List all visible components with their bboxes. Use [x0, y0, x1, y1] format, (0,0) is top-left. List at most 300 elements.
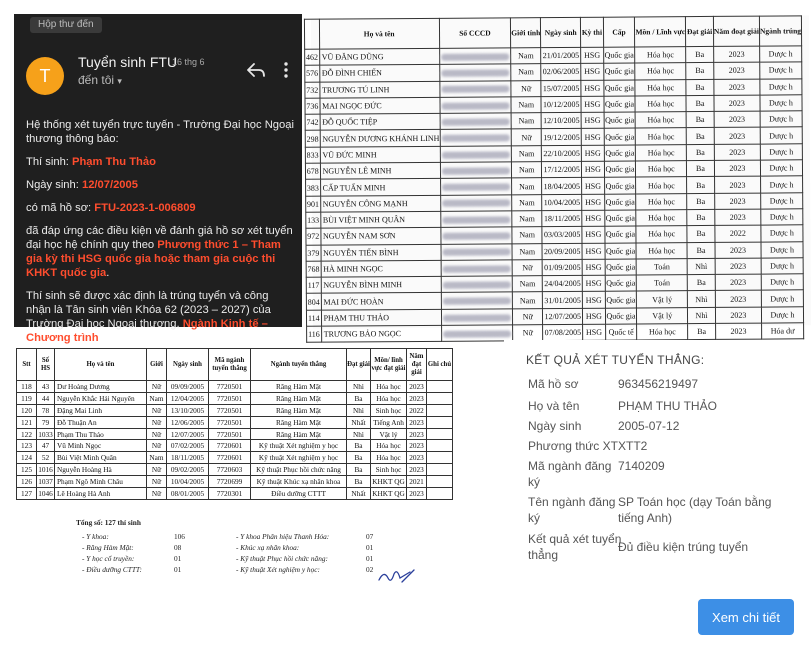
table-cell: 2023 — [715, 274, 761, 291]
table-cell — [427, 381, 453, 393]
table-cell: 10/12/2005 — [541, 96, 581, 113]
table-cell: 31/01/2005 — [543, 292, 583, 309]
table-cell: 18/11/2005 — [542, 210, 582, 227]
column-header: Ngày sinh — [541, 17, 581, 47]
table-cell: Nhất — [347, 488, 371, 500]
table-cell: Dược h — [760, 95, 802, 112]
summary-count: 07 — [366, 532, 374, 541]
table-cell: Hóa học — [636, 210, 687, 227]
summary-count: 106 — [174, 532, 185, 541]
method-highlight: Phương thức 1 – Tham gia kỳ thi HSG quốc gia hoặc tham gia cuộc thi KHKT quốc gia — [26, 239, 281, 279]
dob-value: 12/07/2005 — [81, 179, 138, 191]
table-cell: Hóa học — [636, 112, 687, 129]
table-cell: Dược h — [761, 192, 803, 209]
table-row — [17, 476, 453, 488]
code-line — [26, 201, 294, 215]
table-cell: Dược h — [761, 241, 803, 258]
table-cell: NGUYỄN LÊ MINH — [320, 162, 440, 179]
table-cell: 2023 — [715, 193, 761, 210]
table-cell: Dược h — [761, 209, 803, 226]
inbox-label-chip[interactable]: Hộp thư đến — [30, 17, 102, 33]
table-cell: Nữ — [147, 428, 167, 440]
table-cell: Toán — [637, 258, 688, 275]
table-cell: HSG — [582, 161, 605, 177]
column-header: Stt — [17, 349, 37, 381]
table-cell — [427, 428, 453, 440]
table-cell: Quốc gia — [604, 112, 636, 129]
table-cell: 1037 — [38, 477, 53, 487]
table-cell: 2023 — [715, 258, 761, 275]
column-header: Ghi chú — [427, 349, 453, 381]
column-header: Ngành trúng — [759, 16, 801, 46]
table-cell: Hóa học — [636, 128, 687, 145]
table-cell: Quốc gia — [604, 96, 636, 113]
table-cell: Dược h — [760, 62, 802, 79]
table-cell: 117 — [306, 277, 321, 293]
table-cell: 43 — [37, 381, 55, 393]
table-cell: Hóa học — [371, 381, 407, 393]
table-cell: 383 — [306, 180, 321, 196]
table-cell: 2023 — [715, 209, 761, 226]
table-cell: 10/04/2005 — [167, 476, 209, 488]
table-body — [17, 381, 453, 500]
redaction-blur — [441, 86, 509, 93]
table-cell: Hóa học — [636, 226, 687, 243]
table-cell: Nữ — [147, 416, 167, 428]
table-cell: 78 — [37, 404, 55, 416]
redacted-id-cell — [441, 309, 513, 326]
table-cell: HSG — [582, 226, 605, 242]
table-cell: Hóa học — [371, 440, 407, 452]
table-cell: Nam — [512, 194, 542, 211]
table-cell: HSG — [581, 63, 604, 79]
table-row — [17, 464, 453, 476]
table-cell: HSG — [582, 243, 605, 259]
table-cell: Ba — [686, 144, 714, 160]
table-cell: NGUYỄN CÔNG MẠNH — [320, 195, 440, 212]
table-cell: Quốc gia — [604, 161, 636, 178]
table-cell: 1016 — [38, 465, 53, 475]
table-cell: 12/10/2005 — [541, 113, 581, 130]
summary-count: 01 — [174, 565, 182, 574]
table-cell: 7720501 — [209, 381, 251, 393]
table-cell: Nam — [512, 145, 542, 162]
redaction-blur — [443, 330, 511, 337]
table-cell: 2023 — [407, 416, 427, 428]
column-header: Cấp — [603, 17, 635, 47]
summary-count: 01 — [174, 554, 182, 563]
table-cell: NGUYỄN DƯƠNG KHÁNH LINH — [320, 130, 440, 147]
table-cell — [427, 392, 453, 404]
table-cell: Vật lý — [637, 291, 688, 308]
email-intro: Hệ thống xét tuyển trực tuyến - Trường Đại học Ngoại thương thông báo: — [26, 119, 294, 145]
recipient-text: đến tôi — [78, 73, 115, 87]
table-cell: Phạm Ngô Minh Châu — [55, 476, 147, 488]
chevron-down-icon: ▾ — [117, 76, 122, 86]
table-cell: Nữ — [147, 476, 167, 488]
table-cell: MAI ĐỨC HOÀN — [321, 293, 441, 310]
redacted-id-cell — [440, 80, 512, 97]
table-cell: Ba — [686, 46, 714, 62]
table-cell: 118 — [17, 381, 37, 393]
table-cell: Nhất — [347, 416, 371, 428]
table-cell: HSG — [582, 210, 605, 226]
table-cell: 732 — [305, 82, 320, 98]
table-cell: Ba — [687, 161, 715, 177]
table-cell: 576 — [305, 65, 320, 81]
scanned-list-bottom — [14, 346, 488, 586]
table-cell: 133 — [306, 212, 321, 228]
table-cell: Quốc gia — [603, 47, 635, 64]
result-label: Tên ngành đăng ký — [528, 495, 616, 525]
table-cell: TRƯƠNG TÚ LINH — [319, 81, 439, 98]
table-cell: 03/03/2005 — [542, 227, 582, 244]
table-cell: Quốc gia — [605, 259, 637, 276]
table-cell: Kỹ thuật Xét nghiệm y học — [251, 440, 347, 452]
redaction-blur — [442, 118, 510, 125]
email-panel — [14, 14, 302, 344]
redaction-blur — [442, 135, 510, 142]
redacted-id-cell — [440, 97, 512, 114]
redacted-id-cell — [441, 292, 513, 309]
column-header: Số HS — [37, 349, 55, 381]
reply-icon[interactable] — [246, 61, 266, 79]
column-header: Họ và tên — [55, 349, 147, 381]
table-cell: Nam — [511, 113, 541, 130]
table-cell: 121 — [17, 416, 37, 428]
table-cell: Nữ — [513, 325, 543, 342]
table-cell: 19/12/2005 — [541, 129, 581, 146]
table-cell: 2021 — [407, 476, 427, 488]
table-cell: Răng Hàm Mặt — [251, 392, 347, 404]
column-header: Đạt giải — [686, 16, 714, 46]
table-cell: Nam — [512, 243, 542, 260]
table-cell: Điều dưỡng CTTT — [251, 488, 347, 500]
table-body — [305, 46, 804, 343]
table-cell: ĐỖ QUỐC TIỆP — [320, 114, 440, 131]
redacted-id-cell — [441, 260, 513, 277]
candidate-name: Phạm Thu Thảo — [72, 156, 156, 168]
redaction-blur — [442, 151, 510, 158]
table-cell: 09/02/2005 — [167, 464, 209, 476]
table-cell: 126 — [17, 476, 37, 488]
table-cell: Hóa học — [635, 47, 686, 64]
redaction-blur — [442, 216, 510, 223]
table-cell: 7720603 — [209, 464, 251, 476]
redaction-blur — [441, 69, 509, 76]
table-cell: HSG — [581, 80, 604, 96]
table-cell: Hóa học — [371, 392, 407, 404]
table-cell: Ba — [347, 476, 371, 488]
table-row — [17, 428, 453, 440]
table-cell: Bùi Việt Minh Quân — [55, 452, 147, 464]
table-cell: 1046 — [38, 488, 53, 498]
redaction-blur — [443, 298, 511, 305]
redaction-blur — [442, 232, 510, 239]
admission-major: Ngành Kinh tế – Chương trình — [26, 318, 268, 344]
table-cell: HSG — [583, 324, 606, 340]
table-cell: Vật lý — [637, 307, 688, 324]
table-cell: Dược h — [761, 258, 803, 275]
redacted-id-cell — [441, 276, 513, 293]
more-vert-icon[interactable] — [276, 61, 296, 79]
table-cell: Hóa dư — [761, 323, 803, 340]
table-cell: Quốc tế — [605, 324, 637, 341]
table-cell: Nam — [512, 178, 542, 195]
table-cell: 2023 — [714, 62, 760, 79]
code-value: FTU-2023-1-006809 — [94, 202, 196, 214]
table-cell: Răng Hàm Mặt — [251, 381, 347, 393]
sender-avatar[interactable]: T — [26, 57, 64, 95]
table-cell: 2023 — [407, 464, 427, 476]
table-cell: ĐỖ ĐÌNH CHIẾN — [319, 65, 439, 82]
table-cell: HSG — [582, 178, 605, 194]
table-cell: 10/04/2005 — [542, 194, 582, 211]
table-cell: Nam — [512, 211, 542, 228]
table-cell: 13/10/2005 — [167, 404, 209, 416]
table-cell: 2023 — [714, 79, 760, 96]
column-header: Môn/ lĩnh vực đạt giải — [371, 349, 407, 381]
table-cell — [427, 452, 453, 464]
table-cell: 742 — [305, 114, 320, 130]
summary-label: - Răng Hàm Mặt: — [82, 543, 134, 552]
table-cell: Dược h — [761, 225, 803, 242]
table-cell: 122 — [17, 428, 37, 440]
table-cell: 119 — [17, 392, 37, 404]
table-cell: Kỹ thuật Xét nghiệm y học — [251, 452, 347, 464]
table-cell: HSG — [581, 96, 604, 112]
table-cell: Dư Hoàng Dương — [55, 381, 147, 393]
table-cell: 12/06/2005 — [167, 416, 209, 428]
table-cell: 18/04/2005 — [542, 178, 582, 195]
table-cell: 01/09/2005 — [542, 259, 582, 276]
table-cell: Nữ — [147, 381, 167, 393]
table-cell: 2023 — [714, 128, 760, 145]
table-cell: 1033 — [38, 429, 53, 439]
table-cell: Nhì — [347, 381, 371, 393]
table-cell: Vật lý — [371, 428, 407, 440]
table-cell: 08/01/2005 — [167, 488, 209, 500]
summary-label: - Khúc xạ nhãn khoa: — [236, 543, 300, 552]
table-cell: HSG — [582, 259, 605, 275]
table-cell: Ba — [347, 392, 371, 404]
table-cell: HSG — [583, 292, 606, 308]
result-title: KẾT QUẢ XÉT TUYỂN THẲNG: — [526, 353, 705, 367]
table-row — [17, 416, 453, 428]
summary-label: - Điều dưỡng CTTT: — [82, 565, 142, 574]
redaction-blur — [442, 249, 510, 256]
table-cell: Nữ — [147, 464, 167, 476]
summary-label: - Y khoa Phân hiệu Thanh Hóa: — [236, 532, 330, 541]
table-cell: 17/12/2005 — [542, 161, 582, 178]
redaction-blur — [442, 200, 510, 207]
table-cell: Đỗ Thuận An — [55, 416, 147, 428]
method-paragraph — [26, 224, 294, 280]
dob-line — [26, 178, 294, 192]
table-cell: 124 — [17, 452, 37, 464]
table-cell: Vũ Minh Ngọc — [55, 440, 147, 452]
view-details-button[interactable]: Xem chi tiết — [698, 599, 794, 635]
table-cell: 7720601 — [209, 452, 251, 464]
table-cell: 2023 — [715, 242, 761, 259]
result-card — [504, 340, 800, 574]
table-cell: Dược h — [760, 46, 802, 63]
column-header: Ngành tuyển thẳng — [251, 349, 347, 381]
table-cell: 2023 — [714, 160, 760, 177]
table-cell: Nhì — [687, 258, 715, 274]
table-cell: Ba — [686, 79, 714, 95]
column-header: Mã ngành tuyển thẳng — [209, 349, 251, 381]
column-header: Kỳ thi — [581, 17, 604, 47]
table-cell: HSG — [582, 145, 605, 161]
table-cell: Nam — [512, 276, 542, 293]
redaction-blur — [443, 314, 511, 321]
table-cell: 462 — [305, 49, 320, 65]
table-cell: Dược h — [760, 144, 802, 161]
award-table-bottom — [16, 348, 453, 500]
summary-count: 08 — [174, 543, 182, 552]
redacted-id-cell — [441, 325, 513, 342]
table-cell: Hóa học — [637, 324, 688, 341]
table-row — [17, 488, 453, 500]
table-cell: 12/04/2005 — [167, 392, 209, 404]
table-cell: 2023 — [714, 144, 760, 161]
email-body — [26, 118, 294, 354]
table-cell: Ba — [688, 323, 716, 339]
table-cell: 2023 — [714, 111, 760, 128]
result-value: 7140209 — [618, 459, 665, 473]
table-cell: 22/10/2005 — [542, 145, 582, 162]
table-cell: 52 — [37, 452, 55, 464]
table-cell: 47 — [37, 440, 55, 452]
table-cell: 2023 — [407, 381, 427, 393]
table-cell: 2023 — [715, 291, 761, 308]
column-header: Số CCCD — [439, 18, 511, 48]
table-cell: Nhì — [347, 404, 371, 416]
table-cell: 79 — [37, 416, 55, 428]
table-cell: Nhì — [688, 307, 716, 323]
recipient-line[interactable] — [78, 73, 122, 87]
table-cell: 2023 — [715, 323, 761, 340]
table-cell: 7720501 — [209, 416, 251, 428]
table-cell: Hóa học — [636, 193, 687, 210]
result-label: Ngày sinh — [528, 419, 582, 433]
summary-count: 02 — [366, 565, 374, 574]
table-cell: HSG — [581, 112, 604, 128]
code-label: có mã hồ sơ: — [26, 202, 95, 214]
table-cell: Ba — [686, 128, 714, 144]
result-value: SP Toán học (dạy Toán bằng tiếng Anh) — [618, 495, 772, 525]
table-cell: Nữ — [147, 488, 167, 500]
table-cell: Nhì — [687, 291, 715, 307]
table-cell: Nam — [511, 48, 541, 65]
summary-total: Tổng số: 127 thí sinh — [76, 518, 141, 527]
table-cell: Quốc gia — [605, 243, 637, 260]
redacted-id-cell — [440, 113, 512, 130]
method-text: đã đáp ứng các điều kiện về đánh giá hồ sơ xét tuyển đại học hệ chính quy theo — [26, 225, 293, 251]
table-cell: Nam — [513, 292, 543, 309]
redacted-id-cell — [440, 146, 512, 163]
table-cell: Hóa học — [636, 161, 687, 178]
table-cell: Răng Hàm Mặt — [251, 416, 347, 428]
table-cell: 127 — [17, 488, 37, 500]
table-cell: Dược h — [760, 78, 802, 95]
summary-label: - Y khoa: — [82, 532, 109, 541]
table-cell: 114 — [306, 310, 321, 326]
table-cell: Ba — [686, 112, 714, 128]
column-header: Môn / Lĩnh vực — [635, 17, 686, 47]
table-cell: 44 — [37, 392, 55, 404]
table-row — [17, 381, 453, 393]
table-cell: Hóa học — [635, 79, 686, 96]
table-cell: Ba — [687, 193, 715, 209]
summary-label: - Kỹ thuật Xét nghiệm y học: — [236, 565, 320, 574]
table-cell: Ba — [347, 464, 371, 476]
table-cell: Nam — [511, 97, 541, 114]
table-cell: Hóa học — [636, 144, 687, 161]
result-label: Mã ngành đăng ký — [528, 459, 612, 489]
table-cell: Dược h — [761, 307, 803, 324]
table-cell: KHKT QG — [372, 488, 405, 498]
result-value: PHẠM THU THẢO — [618, 399, 717, 413]
table-cell: TRƯƠNG BẢO NGỌC — [321, 325, 441, 342]
table-cell: Hóa học — [635, 96, 686, 113]
table-cell: 7720501 — [209, 428, 251, 440]
redacted-id-cell — [440, 129, 512, 146]
table-cell: Hóa học — [371, 452, 407, 464]
table-cell: Dược h — [761, 290, 803, 307]
table-header-row — [17, 349, 453, 381]
column-header: Đạt giải — [347, 349, 371, 381]
summary-label: - Y học cổ truyền: — [82, 554, 135, 563]
table-cell: PHẠM THU THẢO — [321, 309, 441, 326]
table-cell: 2023 — [714, 176, 760, 193]
table-cell: Toán — [637, 275, 688, 292]
result-value: 2005-07-12 — [618, 419, 680, 433]
table-cell: Dược h — [760, 160, 802, 177]
table-row — [17, 404, 453, 416]
table-cell: Quốc gia — [605, 308, 637, 325]
table-row — [17, 452, 453, 464]
table-cell — [427, 416, 453, 428]
table-cell: Nữ — [513, 308, 543, 325]
table-cell: Nguyễn Khắc Hải Nguyên — [55, 392, 147, 404]
table-cell: 07/02/2005 — [167, 440, 209, 452]
table-cell: HSG — [583, 308, 606, 324]
table-cell: 7720501 — [209, 404, 251, 416]
table-cell: Quốc gia — [604, 194, 636, 211]
table-cell: 972 — [306, 228, 321, 244]
table-cell: 09/09/2005 — [167, 381, 209, 393]
sender-name[interactable]: Tuyển sinh FTU — [78, 54, 178, 70]
table-cell: VŨ ĐỨC MINH — [320, 146, 440, 163]
table-cell: HSG — [582, 194, 605, 210]
redacted-id-cell — [441, 243, 513, 260]
table-cell: 901 — [306, 196, 321, 212]
redaction-blur — [441, 53, 509, 60]
table-cell: Tiếng Anh — [371, 416, 407, 428]
candidate-line — [26, 155, 294, 169]
column-header: Năm đoạt giải — [713, 16, 759, 46]
table-cell: Dược h — [760, 127, 802, 144]
redacted-id-cell — [439, 48, 511, 65]
redacted-id-cell — [440, 162, 512, 179]
table-cell: Răng Hàm Mặt — [251, 428, 347, 440]
table-cell: 379 — [306, 245, 321, 261]
table-cell: HSG — [582, 275, 605, 291]
table-cell: MAI NGỌC ĐỨC — [320, 97, 440, 114]
table-cell: 24/04/2005 — [542, 276, 582, 293]
